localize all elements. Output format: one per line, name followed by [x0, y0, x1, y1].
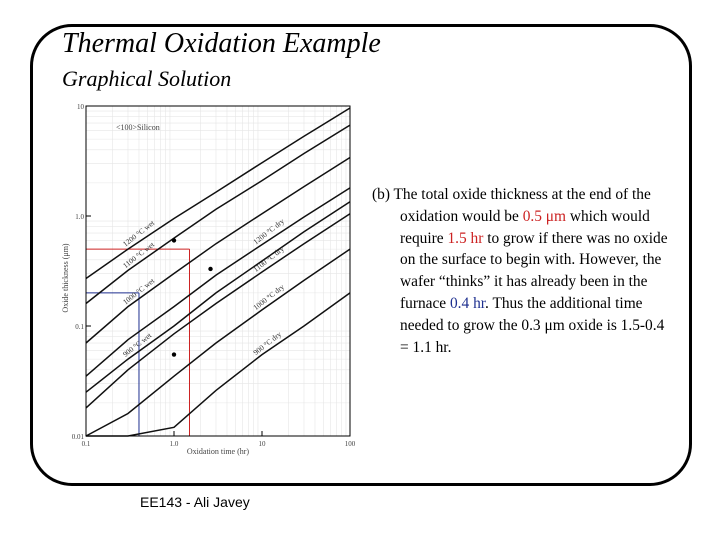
y-tick-label: 10 — [77, 103, 84, 111]
y-tick-label: 1.0 — [75, 213, 84, 221]
series-label: 1100 °C wet — [121, 239, 156, 271]
explanation-part-2: which would require — [400, 207, 650, 247]
oxide-thickness-value: 0.5 μm — [522, 207, 566, 225]
y-axis-label: Oxide thickness (μm) — [61, 243, 70, 313]
data-point — [208, 267, 212, 271]
x-tick-label: 100 — [344, 440, 356, 448]
slide-title: Thermal Oxidation Example — [62, 28, 381, 59]
data-point — [172, 352, 176, 356]
x-tick-label: 10 — [258, 440, 266, 448]
explanation-paragraph — [372, 184, 672, 358]
chart-background — [58, 98, 370, 458]
silicon-annotation: <100>Silicon — [116, 123, 160, 132]
data-point — [172, 238, 176, 242]
x-tick-label: 1.0 — [169, 440, 179, 448]
required-time-value: 1.5 hr — [447, 229, 484, 247]
series-label: 1200 °C dry — [251, 216, 286, 247]
series-label: 900 °C dry — [251, 329, 284, 357]
explanation-text — [372, 184, 672, 358]
series-label: 1100 °C dry — [251, 244, 286, 274]
series-label: 900 °C wet — [121, 330, 154, 359]
y-tick-label: 0.1 — [75, 323, 84, 331]
series-label: 1000 °C wet — [121, 276, 157, 307]
slide-subtitle: Graphical Solution — [62, 66, 232, 91]
series-label: 1000 °C dry — [251, 282, 286, 312]
slide-footer: EE143 - Ali Javey — [140, 494, 250, 510]
y-tick-label: 0.01 — [71, 433, 84, 441]
explanation-part-1: (b) The total oxide thickness at the end of the oxidation would be — [372, 186, 651, 225]
x-tick-label: 0.1 — [81, 440, 91, 448]
explanation-part-3: to grow if there was no oxide on the surface to begin with. However, the wafer “thinks” it has already been in the furnace — [400, 229, 668, 312]
oxidation-chart — [58, 98, 370, 458]
series-label: 1200 °C wet — [121, 218, 157, 249]
x-axis-label: Oxidation time (hr) — [186, 447, 250, 456]
explanation-part-4: . Thus the additional time needed to grow the 0.3 μm oxide is 1.5-0.4 = 1.1 hr. — [400, 294, 665, 356]
furnace-time-value: 0.4 hr — [449, 294, 486, 312]
